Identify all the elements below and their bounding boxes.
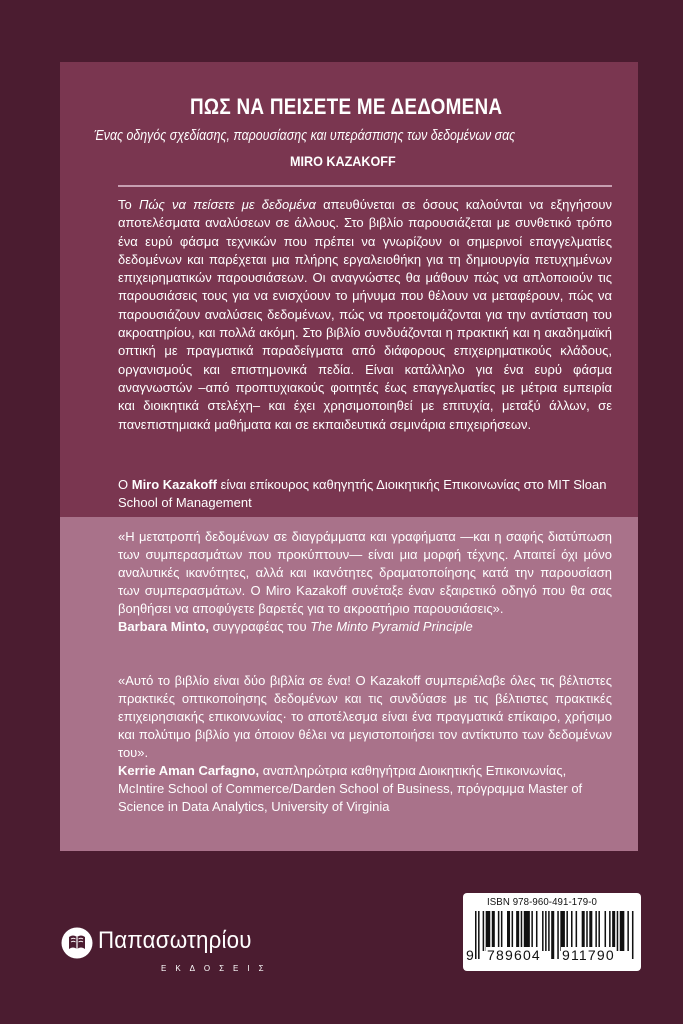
publisher-emblem-icon (60, 926, 94, 960)
review-quote (118, 528, 612, 636)
quote-author: Barbara Minto, (118, 619, 210, 634)
barcode-bar (605, 911, 607, 951)
barcode-bar (512, 911, 514, 951)
barcode-bar (566, 911, 568, 951)
barcode-bar (576, 911, 578, 951)
barcode-bar (560, 911, 565, 951)
publisher-name: Παπασωτηρίου (98, 927, 252, 954)
barcode-bar (589, 911, 592, 951)
blurb-book-title: Πώς να πείσετε με δεδομένα (138, 197, 316, 212)
barcode-bar (501, 911, 503, 951)
barcode-bar (486, 911, 491, 951)
barcode-bar (548, 911, 550, 951)
barcode-digits-right: 911790 (562, 947, 615, 963)
barcode-digits-left: 789604 (487, 947, 541, 963)
barcode-bar (536, 911, 538, 951)
barcode-bar (524, 911, 530, 951)
barcode-bar (483, 911, 485, 951)
barcode-bar (595, 911, 597, 951)
barcode-bar (557, 911, 559, 959)
barcode-bar (582, 911, 585, 951)
barcode-bar (617, 911, 619, 951)
bio-author-name: Miro Kazakoff (131, 477, 217, 492)
quote-attribution (118, 762, 612, 816)
isbn-barcode (463, 893, 641, 971)
barcode-bar (627, 911, 629, 951)
publisher-subtitle: ΕΚΔΟΣΕΙΣ (161, 964, 273, 973)
book-description (118, 196, 612, 434)
blurb-prefix: Το (118, 197, 139, 212)
barcode-bar (542, 911, 544, 951)
author-bio (118, 476, 612, 513)
barcode-bar (598, 911, 600, 951)
barcode-bar (475, 911, 477, 959)
quote-attribution (118, 618, 612, 636)
bio-text: είναι επίκουρος καθηγητής Διοικητικής Επικοινωνίας στο MIT Sloan School of Management (118, 477, 607, 511)
review-quote (118, 672, 612, 816)
barcode-bar (551, 911, 554, 959)
divider (118, 185, 612, 187)
barcode-bar (492, 911, 495, 951)
barcode-bar (609, 911, 611, 951)
barcode-bar (620, 911, 625, 951)
barcode-bar (478, 911, 480, 959)
quote-author-role: συγγραφέας του (209, 619, 311, 634)
barcode-bar (516, 911, 519, 951)
blurb-text: απευθύνεται σε όσους καλούνται να εξηγήσουν αποτελέσματα αναλύσεων σε άλλους. Στο βιβλίο παρουσιάζεται με συνθετικό τρόπο ένα ευρύ φάσμα τεχνικών που πρέπει να γνωρίζουν οι σημερινοί επαγγελματίες δεδομένων και παρέχεται μια πλήρης εργαλειοθήκη για τη δημιουργία πετυχημένων επιχειρηματικών παρουσιάσεων. Οι αναγνώστες θα μάθουν πώς να απλοποιούν τις παρουσιάσεις τους για να ενισχύουν το μήνυμα που θέλουν να μεταφέρουν, πώς να παρουσιάζουν αναλύσεις δεδομένων, πώς να προετοιμάζονται για την αντίσταση του ακροατηρίου, και πολλά ακόμη. Στο βιβλίο συνδυάζονται η πρακτική και η ακαδημαϊκή οπτική με πραγματικά παραδείγματα από διάφορους επιχειρηματικούς κλάδους, οργανισμούς και επιστημονικά πεδία. Είναι κατάλληλο για ένα ευρύ φάσμα αναγνωστών –από προπτυχιακούς φοιτητές έως επαγγελματίες με μέτρια εμπειρία και διοικητικά στελέχη– και έχει χρησιμοποιηθεί με επιτυχία, μεταξύ άλλων, σε πανεπιστημιακά μαθήματα και σε εκπαιδευτικά σεμινάρια επιχειρήσεων. (118, 197, 613, 432)
quote-author-work: The Minto Pyramid Principle (310, 619, 473, 634)
barcode-bar (545, 911, 547, 951)
barcode-bar (521, 911, 523, 951)
quote-text: «Η μετατροπή δεδομένων σε διαγράμματα και γραφήματα —και η σαφής διατύπωση των συμπερασμάτων που προκύπτουν— είναι μια μορφή τέχνης. Απαιτεί όχι μόνο αναλυτικές ικανότητες, αλλά και ικανότητες δραματοποίησης κατά την παρουσίαση των συμπερασμάτων. Ο Miro Kazakoff συνέταξε έναν εξαιρετικό οδηγό που θα σας βοηθήσει να αποφύγετε βαρετές για το ακροατήριο παρουσιάσεις». (118, 529, 612, 616)
book-title: ΠΩΣ ΝΑ ΠΕΙΣΕΤΕ ΜΕ ΔΕΔΟΜΕΝΑ (190, 94, 503, 119)
barcode-bar (586, 911, 588, 951)
quote-author-role: αναπληρώτρια καθηγήτρια Διοικητικής Επικοινωνίας, McIntire School of Commerce/Darden School of Business, πρόγραμμα Master of Science in Data Analytics, University of Virginia (118, 763, 583, 814)
barcode-bar (498, 911, 500, 951)
quote-text: «Αυτό το βιβλίο είναι δύο βιβλία σε ένα! Ο Kazakoff συμπεριέλαβε όλες τις βέλτιστες πρακτικές οπτικοποίησης δεδομένων και τις συνδύασε με τις βέλτιστες πρακτικές επιχειρησιακής επικοινωνίας· το αποτέλεσμα είναι ένα πραγματικά επίκαιρο, χρήσιμο και πολύτιμο βιβλίο για όποιον θέλει να μεγιστοποιήσει τον αντίκτυπο των δεδομένων του». (118, 673, 612, 760)
quote-author: Kerrie Aman Carfagno, (118, 763, 260, 778)
book-author: MIRO KAZAKOFF (290, 153, 396, 169)
book-subtitle: Ένας οδηγός σχεδίασης, παρουσίασης και υπεράσπισης των δεδομένων σας (94, 128, 516, 144)
publisher-logo (60, 924, 300, 974)
barcode-bar (531, 911, 533, 951)
barcode-bar (571, 911, 573, 951)
barcode-bar (612, 911, 615, 951)
isbn-label: ISBN 978-960-491-179-0 (487, 896, 597, 908)
barcode-bar (507, 911, 510, 951)
barcode-digit-first: 9 (466, 947, 474, 963)
barcode-bar (632, 911, 634, 959)
bio-prefix: Ο (118, 477, 132, 492)
